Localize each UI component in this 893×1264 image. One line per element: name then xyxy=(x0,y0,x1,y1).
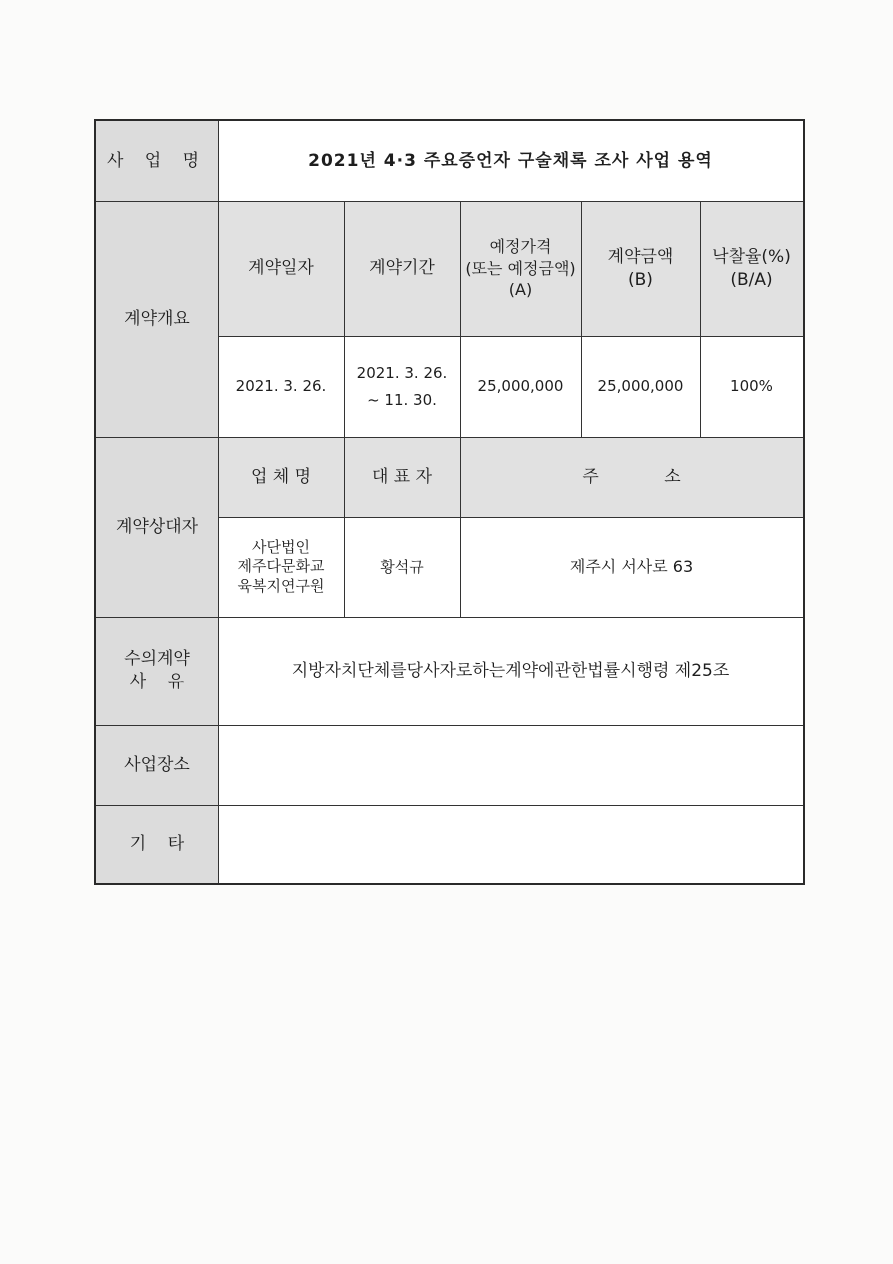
grid-line xyxy=(96,617,803,618)
grid-line xyxy=(581,201,582,437)
header-contract-date: 계약일자 xyxy=(218,201,344,336)
header-award-rate: 낙찰율(%) (B/A) xyxy=(700,201,803,336)
place-value xyxy=(218,725,803,805)
value-estimated-price: 25,000,000 xyxy=(477,377,564,396)
value-contract-period: 2021. 3. 26. ~ 11. 30. xyxy=(356,363,448,409)
value-contract-amount: 25,000,000 xyxy=(597,377,684,396)
header-contract-amount: 계약금액 (B) xyxy=(581,201,700,336)
reason-label: 수의계약 사 유 xyxy=(96,617,218,725)
value-company-name: 사단법인 제주다문화교 육복지연구원 xyxy=(237,537,325,595)
other-label: 기 타 xyxy=(96,805,218,883)
grid-line xyxy=(96,437,803,438)
value-award-rate: 100% xyxy=(730,377,773,396)
value-representative: 황석규 xyxy=(380,557,424,576)
grid-line xyxy=(96,201,803,202)
header-address xyxy=(460,437,803,517)
counterparty-label: 계약상대자 xyxy=(96,437,218,617)
grid-line xyxy=(218,517,803,518)
project-name-label: 사 업 명 xyxy=(96,121,218,201)
value-contract-date: 2021. 3. 26. xyxy=(235,377,327,396)
grid-line xyxy=(700,201,701,437)
grid-line xyxy=(218,121,219,883)
value-address: 제주시 서사로 63 xyxy=(569,557,694,577)
contract-info-table xyxy=(94,119,805,885)
header-company-name: 업 체 명 xyxy=(218,437,344,517)
contract-summary-label: 계약개요 xyxy=(96,201,218,437)
header-representative: 대 표 자 xyxy=(344,437,460,517)
reason-value: 지방자치단체를당사자로하는계약에관한법률시행령 제25조 xyxy=(291,660,730,681)
other-value xyxy=(218,805,803,883)
grid-line xyxy=(460,201,461,617)
place-label: 사업장소 xyxy=(96,725,218,805)
grid-line xyxy=(218,336,803,337)
header-contract-period: 계약기간 xyxy=(344,201,460,336)
grid-line xyxy=(344,201,345,617)
grid-line xyxy=(96,805,803,806)
header-address-text: 주 소 xyxy=(582,466,681,487)
grid-line xyxy=(96,725,803,726)
header-estimated-price: 예정가격 (또는 예정금액) (A) xyxy=(460,201,581,336)
project-name-value: 2021년 4·3 주요증언자 구술채록 조사 사업 용역 xyxy=(308,150,713,171)
